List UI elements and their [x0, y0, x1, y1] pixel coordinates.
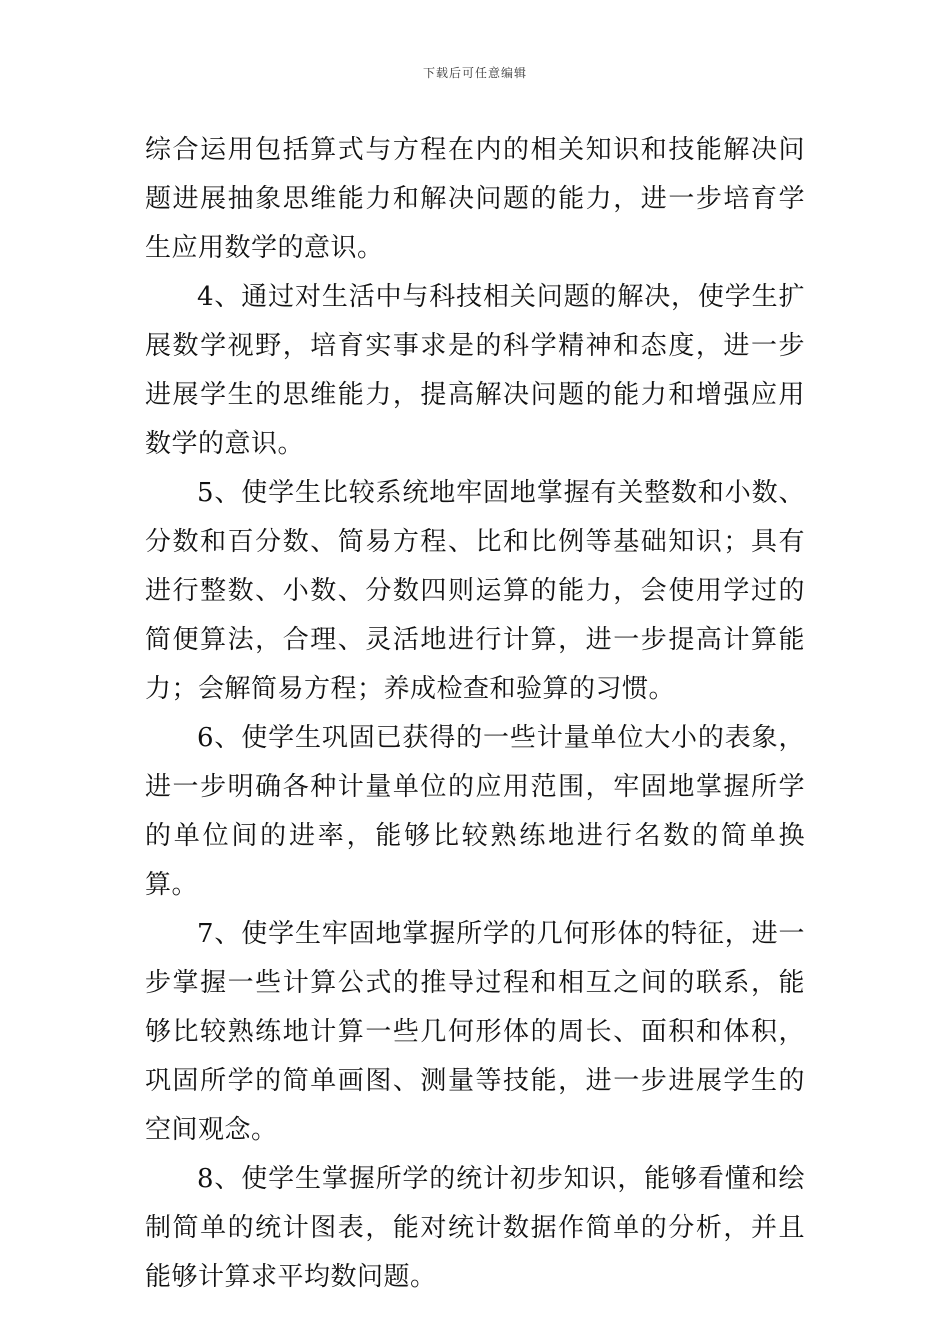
paragraph-item-5: 5、使学生比较系统地牢固地掌握有关整数和小数、分数和百分数、简易方程、比和比例等基础知识；具有进行整数、小数、分数四则运算的能力，会使用学过的简便算法，合理、灵活地进行计算，进一步提高计算能力；会解简易方程；养成检查和验算的习惯。	[145, 478, 805, 704]
paragraph-item-7: 7、使学生牢固地掌握所学的几何形体的特征，进一步掌握一些计算公式的推导过程和相互之间的联系，能够比较熟练地计算一些几何形体的周长、面积和体积，巩固所学的简单画图、测量等技能，进一步进展学生的空间观念。	[145, 919, 805, 1145]
paragraph-item-8: 8、使学生掌握所学的统计初步知识，能够看懂和绘制简单的统计图表，能对统计数据作简单的分析，并且能够计算求平均数问题。	[145, 1164, 805, 1292]
paragraph-item-4: 4、通过对生活中与科技相关问题的解决，使学生扩展数学视野，培育实事求是的科学精神和态度，进一步进展学生的思维能力，提高解决问题的能力和增强应用数学的意识。	[145, 282, 805, 459]
paragraph-item-6: 6、使学生巩固已获得的一些计量单位大小的表象，进一步明确各种计量单位的应用范围，牢固地掌握所学的单位间的进率，能够比较熟练地进行名数的简单换算。	[145, 723, 805, 900]
paragraph-continuation: 综合运用包括算式与方程在内的相关知识和技能解决问题进展抽象思维能力和解决问题的能力，进一步培育学生应用数学的意识。	[145, 135, 805, 263]
page-header: 下载后可任意编辑	[422, 66, 527, 80]
document-body	[145, 126, 805, 1302]
